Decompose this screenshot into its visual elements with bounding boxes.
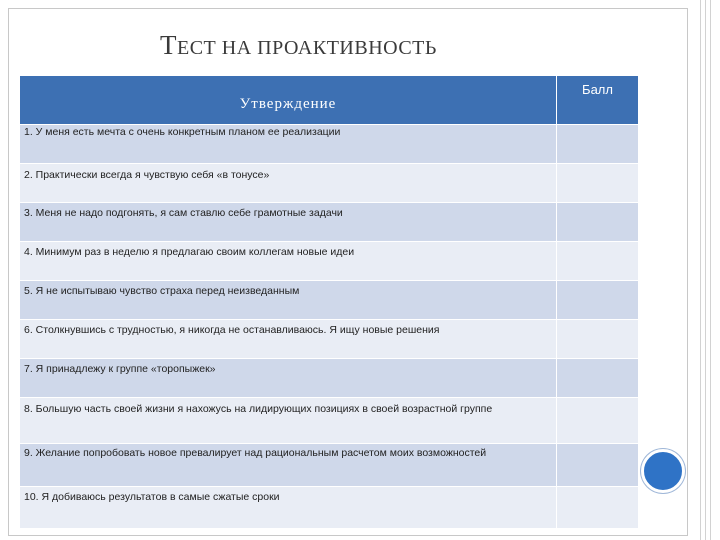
statement-cell: 8. Большую часть своей жизни я нахожусь на лидирующих позициях в своей возрастной группе — [20, 398, 557, 444]
table-row — [20, 359, 639, 398]
statement-cell: 6. Столкнувшись с трудностью, я никогда не останавливаюсь. Я ищу новые решения — [20, 320, 557, 359]
score-cell[interactable] — [557, 125, 639, 164]
table-row — [20, 242, 639, 281]
statement-cell: 7. Я принадлежу к группе «торопыжек» — [20, 359, 557, 398]
decorative-circle — [641, 449, 685, 493]
score-cell[interactable] — [557, 281, 639, 320]
title-word-rest: ЕСТ — [177, 37, 217, 59]
score-cell[interactable] — [557, 487, 639, 529]
statement-cell: 10. Я добиваюсь результатов в самые сжатые сроки — [20, 487, 557, 529]
title-rest: НА ПРОАКТИВНОСТЬ — [216, 37, 437, 59]
score-cell[interactable] — [557, 242, 639, 281]
table-row — [20, 444, 639, 487]
table-row — [20, 281, 639, 320]
statement-cell: 2. Практически всегда я чувствую себя «в тонусе» — [20, 164, 557, 203]
table-row — [20, 398, 639, 444]
table-row — [20, 125, 639, 164]
table-row — [20, 203, 639, 242]
score-cell[interactable] — [557, 359, 639, 398]
test-table — [19, 75, 639, 529]
score-cell[interactable] — [557, 203, 639, 242]
statement-cell: 9. Желание попробовать новое превалирует над рациональным расчетом моих возможностей — [20, 444, 557, 487]
title-first-letter: Т — [160, 30, 177, 60]
score-cell[interactable] — [557, 444, 639, 487]
statement-column-header: Утверждение — [20, 76, 557, 125]
table-row — [20, 320, 639, 359]
statement-cell: 1. У меня есть мечта с очень конкретным планом ее реализации — [20, 125, 557, 164]
score-cell[interactable] — [557, 320, 639, 359]
statement-cell: 4. Минимум раз в неделю я предлагаю своим коллегам новые идеи — [20, 242, 557, 281]
table-header-row — [20, 76, 639, 125]
score-cell[interactable] — [557, 398, 639, 444]
decorative-stripes — [700, 0, 714, 540]
score-cell[interactable] — [557, 164, 639, 203]
table-row — [20, 487, 639, 529]
statement-cell: 5. Я не испытываю чувство страха перед неизведанным — [20, 281, 557, 320]
score-column-header: Балл — [557, 76, 639, 125]
statement-cell: 3. Меня не надо подгонять, я сам ставлю себе грамотные задачи — [20, 203, 557, 242]
table-row — [20, 164, 639, 203]
slide-title — [160, 30, 437, 61]
